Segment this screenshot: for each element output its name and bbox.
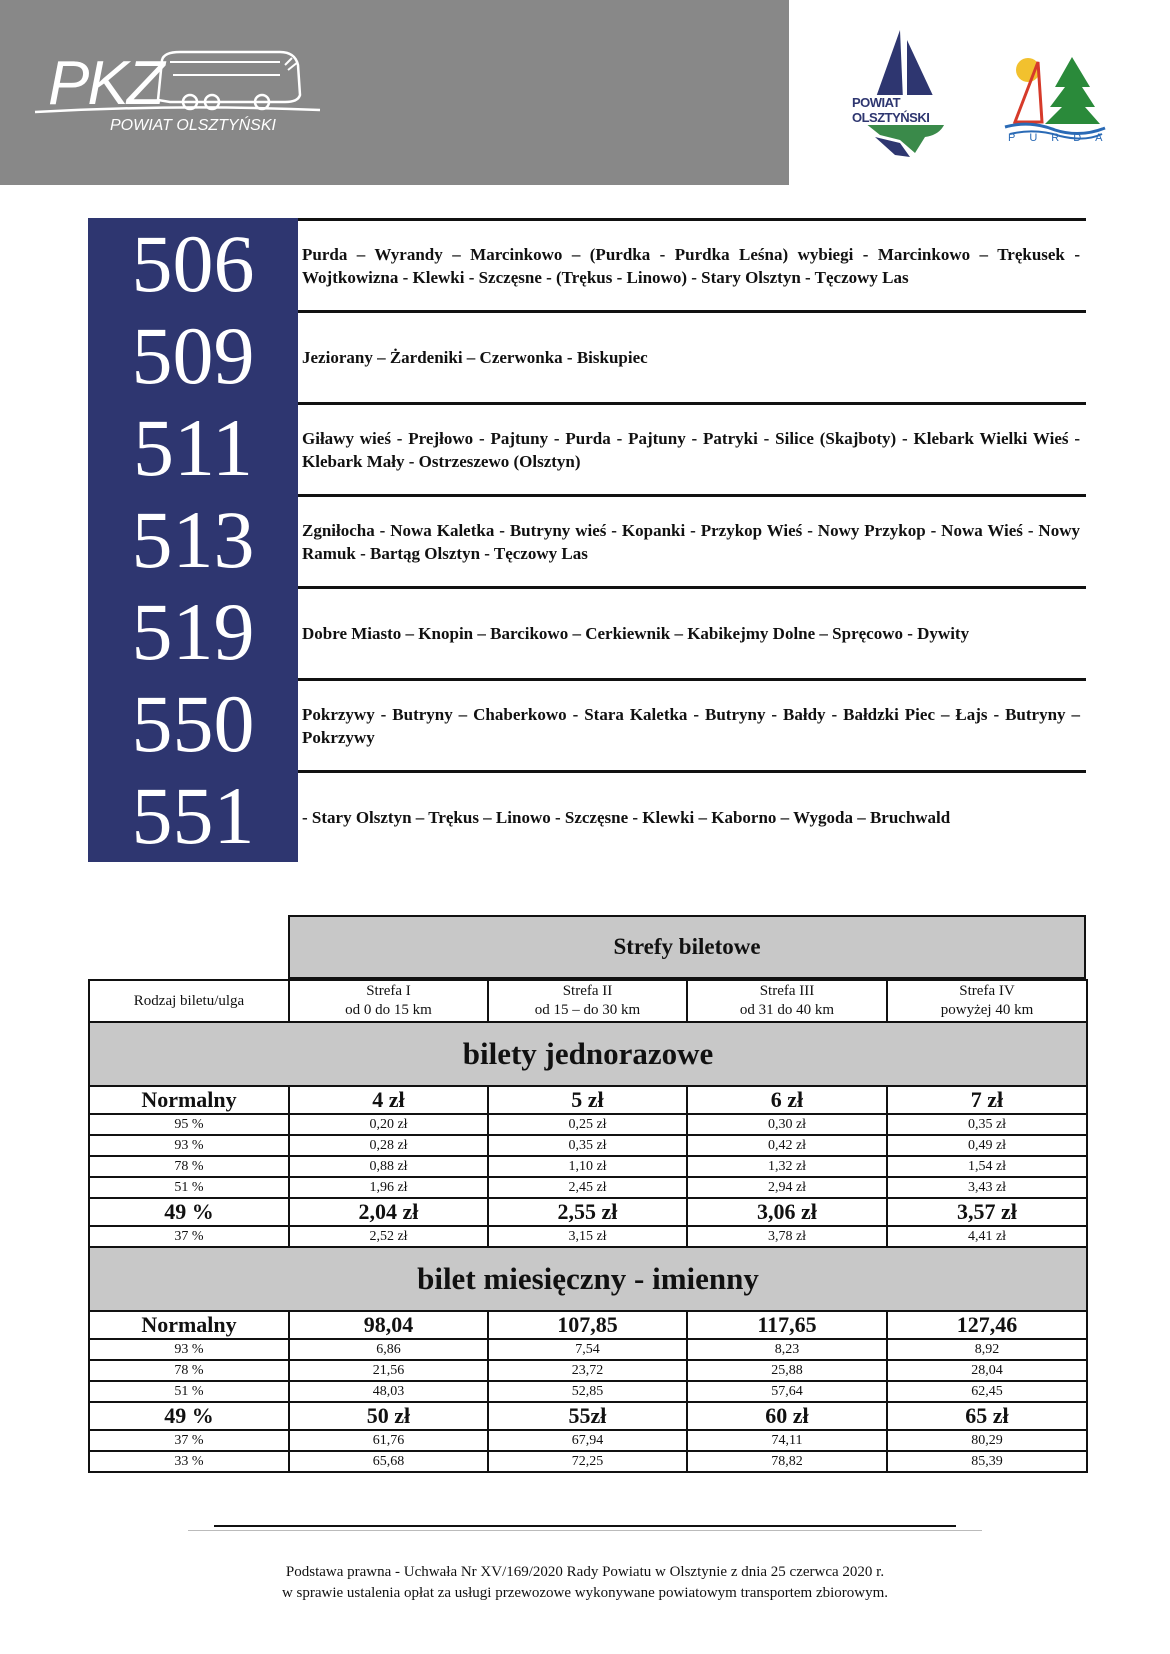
fare-value: 65 zł [887,1402,1087,1430]
route-description-cell [302,681,1080,770]
route-number: 506 [88,218,298,310]
fare-value: 0,20 zł [289,1114,488,1135]
footer-divider-light [188,1530,982,1531]
fare-value: 1,32 zł [687,1156,887,1177]
fare-value: 25,88 [687,1360,887,1381]
zone-header-cell [687,980,887,1022]
route-number: 551 [88,770,298,862]
fare-row [89,1114,1087,1135]
fare-value: 107,85 [488,1311,687,1339]
zone-header-row [89,980,1087,1022]
fare-value: 60 zł [687,1402,887,1430]
route-description-cell [302,221,1080,310]
route-description: Purda – Wyrandy – Marcinkowo – (Purdka - Purdka Leśna) wybiegi - Marcinkowo – Trękusek - Wojtkowizna - Klewki - Szczęsne - (Trękus - Linowo) - Stary Olsztyn - Tęczowy Las [302,244,1080,287]
zone-header-cell [289,980,488,1022]
fare-row-label: Normalny [89,1086,289,1114]
powiat-olsztynski-logo [845,25,965,160]
zone-name: Strefa II [562,983,613,999]
route-number: 550 [88,678,298,770]
fare-value: 3,43 zł [887,1177,1087,1198]
powiat-logo-text: POWIAT OLSZTYŃSKI [850,95,965,125]
legal-basis-line-1: Podstawa prawna - Uchwała Nr XV/169/2020 Rady Powiatu w Olsztynie z dnia 25 czerwca 2020 r. [285,1564,885,1580]
fare-value: 61,76 [289,1430,488,1451]
fare-row [89,1226,1087,1247]
fare-value: 1,96 zł [289,1177,488,1198]
route-row [88,218,1086,310]
fare-row-label: 37 % [89,1226,289,1247]
fare-row [89,1430,1087,1451]
route-row [88,310,1086,402]
fare-value: 0,35 zł [488,1135,687,1156]
zone-name: Strefa I [366,983,411,999]
fare-value: 117,65 [687,1311,887,1339]
fare-row [89,1402,1087,1430]
single-tickets-title-row [89,1022,1087,1086]
fare-row-label: 37 % [89,1430,289,1451]
fare-row-label: 33 % [89,1451,289,1472]
route-number: 509 [88,310,298,402]
fare-value: 21,56 [289,1360,488,1381]
fare-row [89,1086,1087,1114]
fare-row-label: 78 % [89,1360,289,1381]
fare-row-label: 93 % [89,1135,289,1156]
fare-value: 0,30 zł [687,1114,887,1135]
fare-value: 85,39 [887,1451,1087,1472]
fare-row-label: 95 % [89,1114,289,1135]
pkz-logo-text: PKZ [48,49,163,118]
fare-value: 0,35 zł [887,1114,1087,1135]
zone-name: Strefa IV [959,983,1015,999]
fare-value: 48,03 [289,1381,488,1402]
route-row [88,494,1086,586]
zone-range: powyżej 40 km [940,1002,1034,1018]
fare-row [89,1360,1087,1381]
fare-value: 80,29 [887,1430,1087,1451]
fare-value: 3,78 zł [687,1226,887,1247]
fare-value: 4 zł [289,1086,488,1114]
fare-value: 78,82 [687,1451,887,1472]
route-description: Dobre Miasto – Knopin – Barcikowo – Cerkiewnik – Kabikejmy Dolne – Spręcowo - Dywity [302,624,970,643]
route-row [88,402,1086,494]
purda-logo [1000,52,1117,147]
fare-value: 65,68 [289,1451,488,1472]
zone-range: od 15 – do 30 km [534,1002,641,1018]
fare-row-label: 51 % [89,1177,289,1198]
purda-logo-text: PURDA [1008,132,1117,144]
route-description: Pokrzywy - Butryny – Chaberkowo - Stara Kaletka - Butryny - Bałdy - Bałdzki Piec – Łajs - Butryny – Pokrzywy [302,704,1080,747]
zone-header-cell [488,980,687,1022]
fare-value: 5 zł [488,1086,687,1114]
route-row [88,678,1086,770]
fare-value: 7,54 [488,1339,687,1360]
fare-value: 98,04 [289,1311,488,1339]
fare-value: 67,94 [488,1430,687,1451]
fare-value: 8,23 [687,1339,887,1360]
fare-value: 62,45 [887,1381,1087,1402]
route-row [88,586,1086,678]
fare-row [89,1177,1087,1198]
fare-value: 127,46 [887,1311,1087,1339]
fare-row [89,1381,1087,1402]
route-description-cell [302,589,1080,678]
fare-row-label: 51 % [89,1381,289,1402]
fare-value: 72,25 [488,1451,687,1472]
fare-value: 2,45 zł [488,1177,687,1198]
fare-value: 2,55 zł [488,1198,687,1226]
fare-value: 3,57 zł [887,1198,1087,1226]
route-number: 511 [88,402,298,494]
fare-value: 2,52 zł [289,1226,488,1247]
fare-row [89,1135,1087,1156]
route-description: Jeziorany – Żardeniki – Czerwonka - Biskupiec [302,348,648,367]
fare-value: 2,04 zł [289,1198,488,1226]
fare-value: 50 zł [289,1402,488,1430]
fare-value: 6,86 [289,1339,488,1360]
fare-value: 0,88 zł [289,1156,488,1177]
route-description: Giławy wieś - Prejłowo - Pajtuny - Purda - Pajtuny - Patryki - Silice (Skajboty) - Klebark Wielki Wieś - Klebark Mały - Ostrzeszewo (Olsztyn) [302,428,1080,471]
fare-value: 57,64 [687,1381,887,1402]
route-list [88,218,1086,862]
fare-value: 52,85 [488,1381,687,1402]
header-band [0,0,789,185]
zone-header-cell [887,980,1087,1022]
route-description: - Stary Olsztyn – Trękus – Linowo - Szczęsne - Klewki – Kaborno – Wygoda – Bruchwald [302,808,951,827]
fare-row [89,1198,1087,1226]
fare-value: 2,94 zł [687,1177,887,1198]
route-row [88,770,1086,862]
fare-row-label: 78 % [89,1156,289,1177]
pkz-logo-subtitle: POWIAT OLSZTYŃSKI [110,117,276,134]
legal-basis-note [0,1562,1170,1604]
fare-value: 3,06 zł [687,1198,887,1226]
fare-row-label: 93 % [89,1339,289,1360]
fare-value: 6 zł [687,1086,887,1114]
fare-grid [88,979,1088,1473]
fare-row [89,1156,1087,1177]
fare-value: 3,15 zł [488,1226,687,1247]
route-description-cell [302,497,1080,586]
route-description-cell [302,773,1080,862]
route-number: 519 [88,586,298,678]
zone-range: od 0 do 15 km [345,1002,432,1018]
legal-basis-line-2: w sprawie ustalenia opłat za usługi przewozowe wykonywane powiatowym transportem zbiorowym. [281,1585,889,1601]
fare-value: 1,54 zł [887,1156,1087,1177]
zone-range: od 31 do 40 km [739,1002,835,1018]
fare-value: 23,72 [488,1360,687,1381]
fare-value: 1,10 zł [488,1156,687,1177]
route-number: 513 [88,494,298,586]
zones-title: Strefy biletowe [288,915,1086,979]
footer-divider [214,1525,956,1527]
fare-value: 8,92 [887,1339,1087,1360]
fare-value: 55zł [488,1402,687,1430]
fare-row [89,1311,1087,1339]
fare-row [89,1451,1087,1472]
route-description-cell [302,405,1080,494]
fare-row-label: 49 % [89,1402,289,1430]
route-description-cell [302,313,1080,402]
single-tickets-title: bilety jednorazowe [89,1022,1087,1086]
fare-value: 0,49 zł [887,1135,1087,1156]
fare-value: 7 zł [887,1086,1087,1114]
route-description: Zgniłocha - Nowa Kaletka - Butryny wieś - Kopanki - Przykop Wieś - Nowy Przykop - Nowa Wieś - Nowy Ramuk - Bartąg Olsztyn - Tęczowy Las [302,520,1080,563]
zone-name: Strefa III [759,983,815,999]
fare-value: 0,25 zł [488,1114,687,1135]
fare-value: 4,41 zł [887,1226,1087,1247]
fare-row-label: 49 % [89,1198,289,1226]
monthly-tickets-title-row [89,1247,1087,1311]
monthly-tickets-title: bilet miesięczny - imienny [89,1247,1087,1311]
ticket-type-header: Rodzaj biletu/ulga [89,980,289,1022]
fare-value: 74,11 [687,1430,887,1451]
fare-value: 28,04 [887,1360,1087,1381]
fare-row-label: Normalny [89,1311,289,1339]
fare-value: 0,42 zł [687,1135,887,1156]
fare-value: 0,28 zł [289,1135,488,1156]
fare-row [89,1339,1087,1360]
